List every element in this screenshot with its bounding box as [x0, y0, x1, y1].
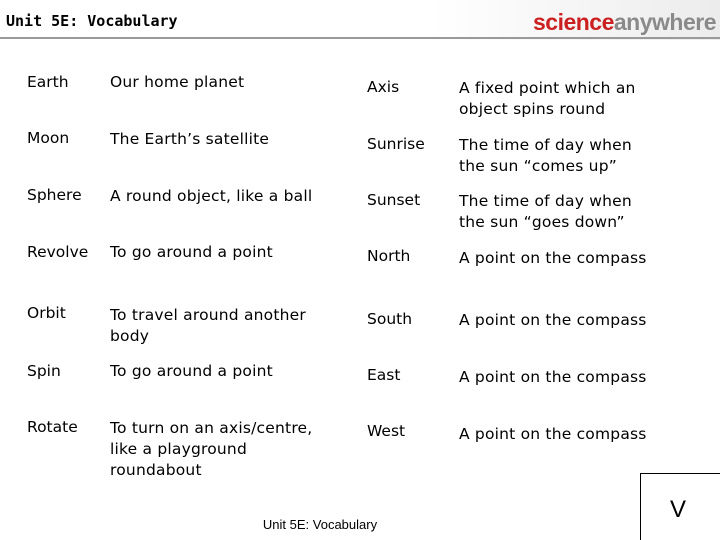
scienceanywhere-logo [533, 9, 716, 36]
footer-title: Unit 5E: Vocabulary [262, 517, 378, 532]
definition-rotate: To turn on an axis/centre, like a playground roundabout [110, 419, 313, 479]
term-rotate: Rotate [27, 418, 78, 436]
definition-orbit: To travel around another body [110, 306, 306, 345]
definition-north: A point on the compass [459, 249, 647, 267]
definition-west: A point on the compass [459, 425, 647, 443]
corner-letter: V [670, 496, 687, 523]
term-sphere: Sphere [27, 186, 82, 204]
term-south: South [367, 310, 413, 328]
definition-axis: A fixed point which an object spins round [459, 79, 636, 118]
definition-spin: To go around a point [110, 362, 273, 380]
definition-south: A point on the compass [459, 311, 647, 329]
logo-science: science [532, 9, 614, 35]
term-east: East [367, 366, 401, 384]
term-axis: Axis [367, 78, 400, 96]
logo-anywhere: anywhere [613, 9, 716, 35]
definition-sunset: The time of day when the sun “goes down” [459, 192, 632, 231]
term-orbit: Orbit [27, 304, 66, 322]
definition-revolve: To go around a point [110, 243, 273, 261]
definition-earth: Our home planet [110, 73, 245, 91]
page-title: Unit 5E: Vocabulary [6, 12, 178, 30]
term-north: North [367, 247, 411, 265]
term-revolve: Revolve [27, 243, 89, 261]
definition-sunrise: The time of day when the sun “comes up” [459, 136, 632, 175]
term-spin: Spin [27, 362, 61, 380]
header-bar [0, 0, 720, 40]
definition-moon: The Earth’s satellite [110, 130, 270, 148]
term-sunrise: Sunrise [367, 135, 425, 153]
term-earth: Earth [27, 73, 69, 91]
header-divider [0, 37, 720, 39]
term-sunset: Sunset [367, 191, 421, 209]
term-west: West [367, 422, 406, 440]
definition-sphere: A round object, like a ball [110, 187, 313, 205]
term-moon: Moon [27, 129, 70, 147]
definition-east: A point on the compass [459, 368, 647, 386]
